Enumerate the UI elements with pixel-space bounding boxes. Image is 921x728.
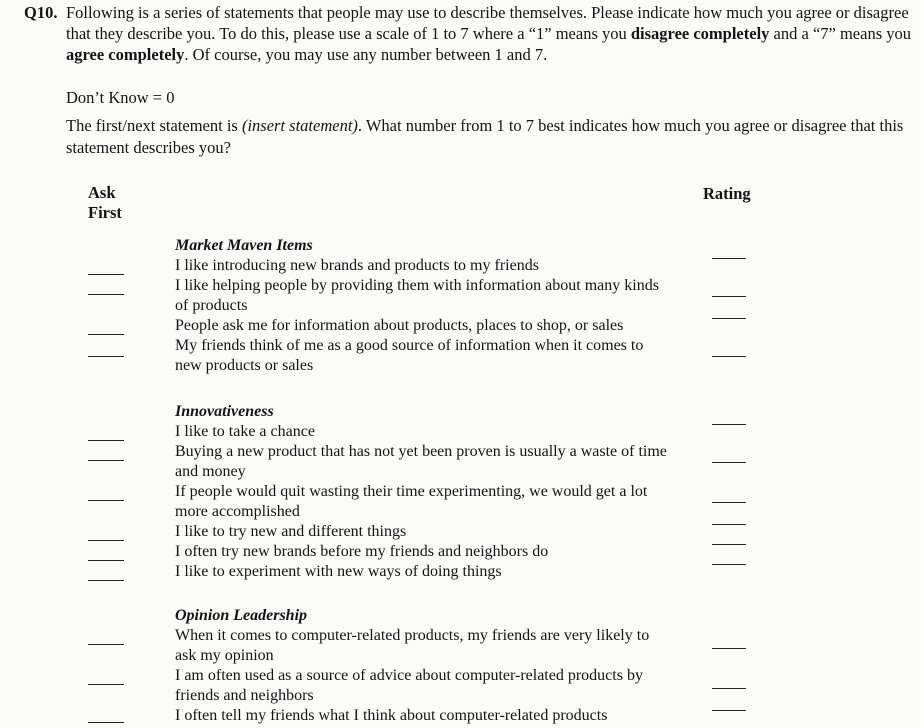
statement-text: I like to experiment with new ways of doing things (175, 563, 502, 580)
ask-first-blank[interactable] (88, 334, 124, 335)
ask-first-blank[interactable] (88, 560, 124, 561)
statement-text: I like helping people by providing them with information about many kinds (175, 277, 659, 294)
statement-text: People ask me for information about products, places to shop, or sales (175, 317, 624, 334)
rating-blank[interactable] (712, 688, 746, 689)
dont-know-note: Don’t Know = 0 (66, 88, 175, 107)
question-text-3a: agree completely (66, 45, 185, 64)
rating-blank[interactable] (712, 502, 746, 503)
statement-text: ask my opinion (175, 647, 274, 664)
instruction-text-1a: The first/next statement is (66, 116, 242, 135)
instruction-line-1 (66, 115, 903, 136)
statement-text: Buying a new product that has not yet been proven is usually a waste of time (175, 443, 667, 460)
ask-first-blank[interactable] (88, 580, 124, 581)
ask-first-blank[interactable] (88, 274, 124, 275)
question-text-3b: . Of course, you may use any number between 1 and 7. (184, 45, 548, 64)
statement-text: If people would quit wasting their time experimenting, we would get a lot (175, 483, 648, 500)
rating-blank[interactable] (712, 648, 746, 649)
question-text-1: Following is a series of statements that people may use to describe themselves. Please indicate how much you agree or disagree (66, 3, 909, 22)
statement-text: I like to take a chance (175, 423, 315, 440)
statement-text: more accomplished (175, 503, 300, 520)
section-title-market-maven: Market Maven Items (175, 237, 313, 254)
ask-first-blank[interactable] (88, 540, 124, 541)
ask-first-blank[interactable] (88, 722, 124, 723)
statement-text: friends and neighbors (175, 687, 314, 704)
statement-text: I like introducing new brands and products to my friends (175, 257, 539, 274)
rating-header: Rating (703, 184, 751, 203)
ask-first-blank[interactable] (88, 460, 124, 461)
rating-blank[interactable] (712, 564, 746, 565)
question-line-3 (66, 44, 547, 65)
statement-text: and money (175, 463, 246, 480)
question-line-1 (66, 2, 909, 23)
ask-first-blank[interactable] (88, 644, 124, 645)
ask-header-line-2: First (88, 203, 122, 222)
section-title-opinion-leadership: Opinion Leadership (175, 607, 308, 624)
statement-text: I often try new brands before my friends and neighbors do (175, 543, 549, 560)
statement-text: When it comes to computer-related products, my friends are very likely to (175, 627, 650, 644)
statement-text: I often tell my friends what I think about computer-related products (175, 707, 608, 724)
rating-blank[interactable] (712, 424, 746, 425)
statement-text: I like to try new and different things (175, 523, 407, 540)
rating-blank[interactable] (712, 544, 746, 545)
statement-text: new products or sales (175, 357, 314, 374)
question-text-2b: disagree completely (630, 24, 770, 43)
rating-blank[interactable] (712, 462, 746, 463)
rating-blank[interactable] (712, 356, 746, 357)
ask-first-blank[interactable] (88, 294, 124, 295)
instruction-line-2: statement describes you? (66, 138, 231, 157)
question-number: Q10. (24, 3, 58, 22)
ask-first-blank[interactable] (88, 356, 124, 357)
instruction-text-1b: (insert statement) (241, 116, 358, 135)
ask-header-line-1: Ask (88, 183, 116, 202)
statement-text: My friends think of me as a good source of information when it comes to (175, 337, 644, 354)
question-text-2a: that they describe you. To do this, please use a scale of 1 to 7 where a “1” means you (66, 24, 631, 43)
rating-blank[interactable] (712, 258, 746, 259)
ask-first-blank[interactable] (88, 500, 124, 501)
question-line-2 (66, 23, 911, 44)
section-title-innovativeness: Innovativeness (175, 403, 274, 420)
rating-blank[interactable] (712, 710, 746, 711)
question-text-2c: and a “7” means you (769, 24, 911, 43)
statement-text: of products (175, 297, 248, 314)
ask-first-blank[interactable] (88, 440, 124, 441)
rating-blank[interactable] (712, 524, 746, 525)
statement-text: I am often used as a source of advice about computer-related products by (175, 667, 643, 684)
instruction-text-1c: . What number from 1 to 7 best indicates how much you agree or disagree that this (357, 116, 904, 135)
rating-blank[interactable] (712, 296, 746, 297)
ask-first-blank[interactable] (88, 684, 124, 685)
rating-blank[interactable] (712, 318, 746, 319)
